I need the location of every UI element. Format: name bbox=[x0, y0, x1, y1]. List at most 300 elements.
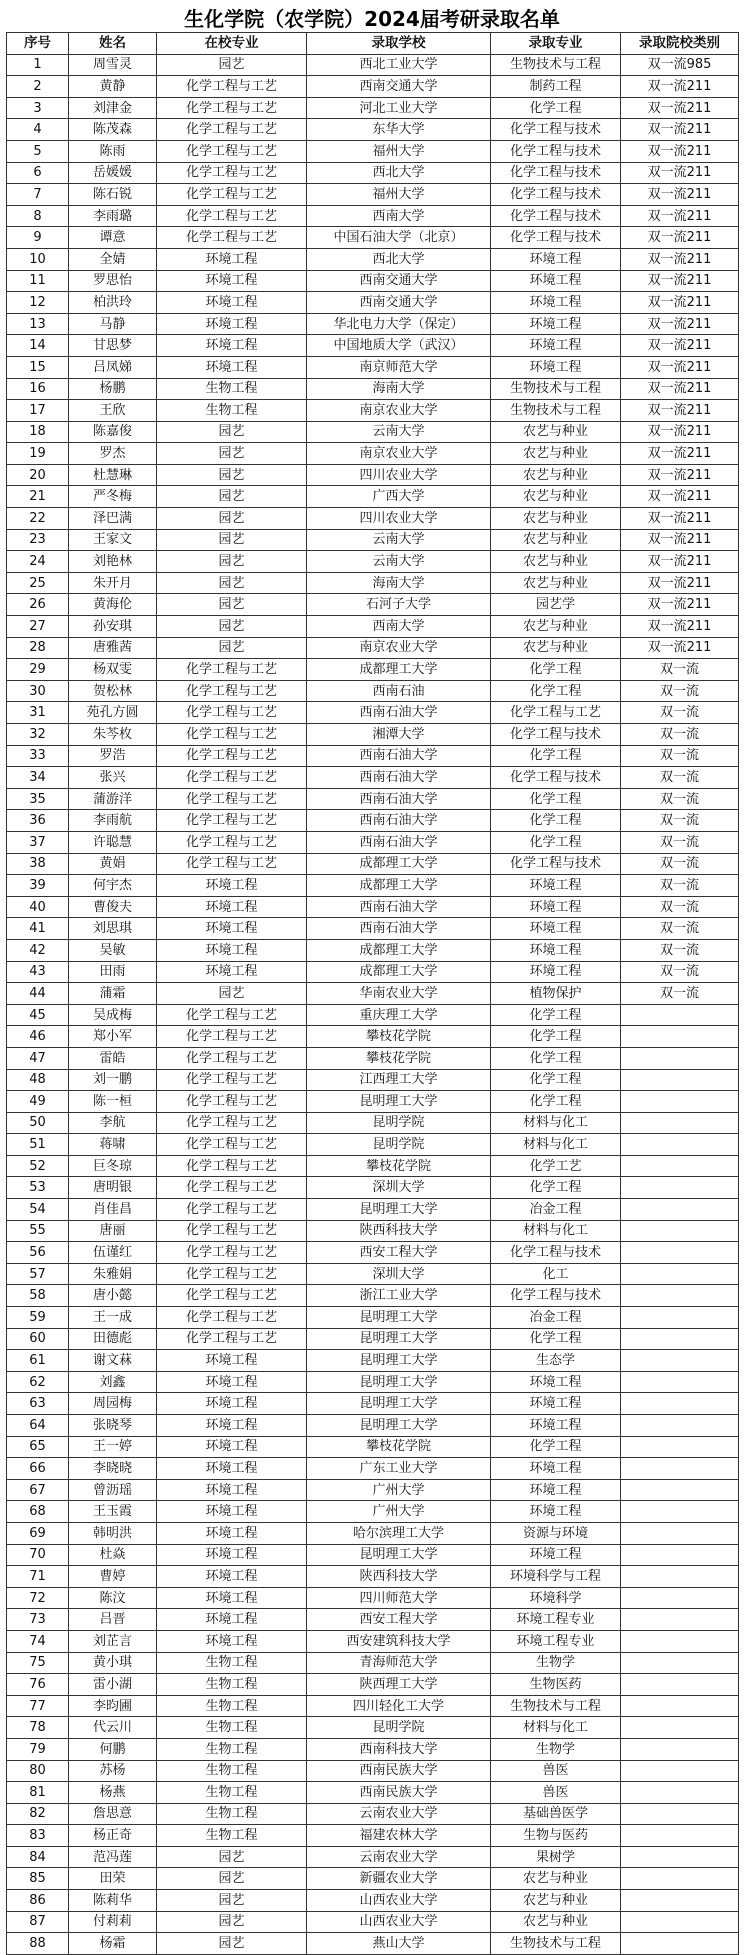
cell-admitted-school: 西南科技大学 bbox=[307, 1738, 491, 1760]
cell-school-category: 双一流211 bbox=[621, 400, 739, 422]
table-row bbox=[7, 1328, 739, 1350]
cell-index: 58 bbox=[7, 1285, 69, 1307]
cell-index: 4 bbox=[7, 119, 69, 141]
cell-admitted-major: 环境工程专业 bbox=[491, 1630, 621, 1652]
cell-name: 唐小懿 bbox=[69, 1285, 157, 1307]
cell-admitted-major: 化学工程 bbox=[491, 1177, 621, 1199]
cell-admitted-major: 农艺与种业 bbox=[491, 443, 621, 465]
cell-school-category: 双一流211 bbox=[621, 421, 739, 443]
cell-admitted-major: 化学工程 bbox=[491, 810, 621, 832]
cell-admitted-school: 西安工程大学 bbox=[307, 1609, 491, 1631]
cell-current-major: 生物工程 bbox=[157, 378, 307, 400]
cell-admitted-major: 环境工程 bbox=[491, 356, 621, 378]
table-row bbox=[7, 853, 739, 875]
cell-name: 蒲游洋 bbox=[69, 788, 157, 810]
cell-current-major: 化学工程与工艺 bbox=[157, 119, 307, 141]
cell-index: 62 bbox=[7, 1371, 69, 1393]
cell-index: 83 bbox=[7, 1825, 69, 1847]
cell-admitted-school: 东华大学 bbox=[307, 119, 491, 141]
cell-admitted-major: 农艺与种业 bbox=[491, 1890, 621, 1912]
cell-name: 严冬梅 bbox=[69, 486, 157, 508]
cell-school-category bbox=[621, 1803, 739, 1825]
cell-index: 34 bbox=[7, 767, 69, 789]
cell-admitted-major: 农艺与种业 bbox=[491, 421, 621, 443]
cell-current-major: 园艺 bbox=[157, 594, 307, 616]
cell-admitted-major: 环境工程 bbox=[491, 335, 621, 357]
cell-current-major: 化学工程与工艺 bbox=[157, 788, 307, 810]
cell-name: 黄小琪 bbox=[69, 1652, 157, 1674]
cell-current-major: 化学工程与工艺 bbox=[157, 1220, 307, 1242]
cell-name: 王一婷 bbox=[69, 1436, 157, 1458]
cell-current-major: 环境工程 bbox=[157, 1609, 307, 1631]
cell-school-category: 双一流211 bbox=[621, 248, 739, 270]
cell-name: 范冯莲 bbox=[69, 1846, 157, 1868]
table-row bbox=[7, 680, 739, 702]
table-row bbox=[7, 1307, 739, 1329]
cell-admitted-major: 农艺与种业 bbox=[491, 486, 621, 508]
cell-index: 44 bbox=[7, 983, 69, 1005]
cell-index: 39 bbox=[7, 875, 69, 897]
cell-school-category: 双一流211 bbox=[621, 97, 739, 119]
cell-admitted-school: 西南石油大学 bbox=[307, 767, 491, 789]
cell-admitted-major: 环境工程 bbox=[491, 270, 621, 292]
cell-school-category: 双一流 bbox=[621, 659, 739, 681]
table-row bbox=[7, 1587, 739, 1609]
cell-school-category: 双一流211 bbox=[621, 378, 739, 400]
table-row bbox=[7, 205, 739, 227]
cell-school-category: 双一流 bbox=[621, 745, 739, 767]
cell-school-category: 双一流211 bbox=[621, 594, 739, 616]
table-row bbox=[7, 1047, 739, 1069]
cell-admitted-major: 化学工程与技术 bbox=[491, 1242, 621, 1264]
cell-admitted-major: 冶金工程 bbox=[491, 1307, 621, 1329]
cell-admitted-major: 制药工程 bbox=[491, 76, 621, 98]
cell-admitted-school: 西南大学 bbox=[307, 205, 491, 227]
cell-school-category: 双一流 bbox=[621, 939, 739, 961]
cell-school-category bbox=[621, 1609, 739, 1631]
cell-current-major: 环境工程 bbox=[157, 356, 307, 378]
table-row bbox=[7, 1803, 739, 1825]
cell-admitted-major: 材料与化工 bbox=[491, 1220, 621, 1242]
header-admitted-school: 录取学校 bbox=[307, 33, 491, 55]
cell-admitted-major: 化学工程与技术 bbox=[491, 140, 621, 162]
cell-name: 朱芩枚 bbox=[69, 724, 157, 746]
cell-admitted-major: 环境科学与工程 bbox=[491, 1566, 621, 1588]
cell-admitted-school: 成都理工大学 bbox=[307, 961, 491, 983]
table-row bbox=[7, 184, 739, 206]
cell-current-major: 化学工程与工艺 bbox=[157, 1134, 307, 1156]
table-row bbox=[7, 335, 739, 357]
cell-admitted-major: 生态学 bbox=[491, 1350, 621, 1372]
cell-name: 谭意 bbox=[69, 227, 157, 249]
cell-school-category: 双一流 bbox=[621, 788, 739, 810]
cell-admitted-major: 农艺与种业 bbox=[491, 616, 621, 638]
cell-current-major: 化学工程与工艺 bbox=[157, 1091, 307, 1113]
cell-school-category: 双一流985 bbox=[621, 54, 739, 76]
table-row bbox=[7, 616, 739, 638]
cell-admitted-major: 化学工程 bbox=[491, 1047, 621, 1069]
cell-name: 唐雅茜 bbox=[69, 637, 157, 659]
cell-name: 泽巴满 bbox=[69, 508, 157, 530]
table-row bbox=[7, 1695, 739, 1717]
cell-school-category bbox=[621, 1911, 739, 1933]
cell-name: 黄娟 bbox=[69, 853, 157, 875]
cell-name: 刘思琪 bbox=[69, 918, 157, 940]
cell-name: 刘一鹏 bbox=[69, 1069, 157, 1091]
cell-current-major: 园艺 bbox=[157, 421, 307, 443]
cell-name: 岳媛媛 bbox=[69, 162, 157, 184]
cell-school-category bbox=[621, 1868, 739, 1890]
table-row bbox=[7, 1415, 739, 1437]
cell-school-category bbox=[621, 1695, 739, 1717]
cell-school-category bbox=[621, 1328, 739, 1350]
cell-admitted-school: 石河子大学 bbox=[307, 594, 491, 616]
cell-admitted-school: 华北电力大学（保定） bbox=[307, 313, 491, 335]
cell-name: 李雨璐 bbox=[69, 205, 157, 227]
cell-admitted-major: 化学工程与技术 bbox=[491, 1285, 621, 1307]
cell-index: 81 bbox=[7, 1782, 69, 1804]
table-row bbox=[7, 1674, 739, 1696]
cell-name: 杨正奇 bbox=[69, 1825, 157, 1847]
table-row bbox=[7, 1760, 739, 1782]
cell-index: 57 bbox=[7, 1263, 69, 1285]
cell-current-major: 化学工程与工艺 bbox=[157, 76, 307, 98]
cell-admitted-school: 南京农业大学 bbox=[307, 400, 491, 422]
cell-admitted-school: 四川轻化工大学 bbox=[307, 1695, 491, 1717]
table-row bbox=[7, 745, 739, 767]
cell-name: 甘思梦 bbox=[69, 335, 157, 357]
cell-index: 49 bbox=[7, 1091, 69, 1113]
cell-admitted-major: 材料与化工 bbox=[491, 1717, 621, 1739]
cell-name: 王玉霞 bbox=[69, 1501, 157, 1523]
cell-admitted-major: 兽医 bbox=[491, 1760, 621, 1782]
cell-index: 53 bbox=[7, 1177, 69, 1199]
cell-school-category bbox=[621, 1544, 739, 1566]
cell-school-category: 双一流 bbox=[621, 853, 739, 875]
cell-index: 30 bbox=[7, 680, 69, 702]
cell-admitted-school: 昆明理工大学 bbox=[307, 1393, 491, 1415]
table-row bbox=[7, 119, 739, 141]
table-body bbox=[7, 54, 739, 1954]
cell-index: 7 bbox=[7, 184, 69, 206]
cell-index: 27 bbox=[7, 616, 69, 638]
cell-current-major: 园艺 bbox=[157, 637, 307, 659]
cell-admitted-school: 深圳大学 bbox=[307, 1263, 491, 1285]
cell-school-category: 双一流211 bbox=[621, 572, 739, 594]
cell-admitted-major: 环境工程 bbox=[491, 292, 621, 314]
cell-current-major: 生物工程 bbox=[157, 1717, 307, 1739]
cell-school-category bbox=[621, 1760, 739, 1782]
cell-admitted-school: 西南石油大学 bbox=[307, 896, 491, 918]
cell-admitted-major: 化学工程 bbox=[491, 659, 621, 681]
cell-school-category bbox=[621, 1436, 739, 1458]
cell-school-category: 双一流211 bbox=[621, 162, 739, 184]
table-row bbox=[7, 1458, 739, 1480]
cell-admitted-school: 西北大学 bbox=[307, 162, 491, 184]
cell-admitted-major: 化学工程 bbox=[491, 1069, 621, 1091]
cell-index: 68 bbox=[7, 1501, 69, 1523]
cell-current-major: 化学工程与工艺 bbox=[157, 1307, 307, 1329]
cell-index: 8 bbox=[7, 205, 69, 227]
cell-index: 75 bbox=[7, 1652, 69, 1674]
cell-school-category: 双一流211 bbox=[621, 356, 739, 378]
table-row bbox=[7, 486, 739, 508]
cell-current-major: 园艺 bbox=[157, 508, 307, 530]
cell-name: 付莉莉 bbox=[69, 1911, 157, 1933]
cell-school-category bbox=[621, 1047, 739, 1069]
cell-index: 17 bbox=[7, 400, 69, 422]
table-row bbox=[7, 1112, 739, 1134]
cell-name: 曹俊夫 bbox=[69, 896, 157, 918]
cell-index: 3 bbox=[7, 97, 69, 119]
cell-current-major: 环境工程 bbox=[157, 1566, 307, 1588]
cell-index: 13 bbox=[7, 313, 69, 335]
cell-admitted-major: 农艺与种业 bbox=[491, 572, 621, 594]
cell-school-category bbox=[621, 1825, 739, 1847]
table-row bbox=[7, 1566, 739, 1588]
cell-admitted-major: 化学工程与技术 bbox=[491, 184, 621, 206]
cell-name: 罗思怡 bbox=[69, 270, 157, 292]
cell-name: 柏洪玲 bbox=[69, 292, 157, 314]
cell-admitted-school: 河北工业大学 bbox=[307, 97, 491, 119]
cell-school-category: 双一流 bbox=[621, 918, 739, 940]
cell-name: 李航 bbox=[69, 1112, 157, 1134]
cell-admitted-major: 环境工程专业 bbox=[491, 1609, 621, 1631]
cell-admitted-major: 化学工程与技术 bbox=[491, 724, 621, 746]
cell-admitted-major: 化学工程与工艺 bbox=[491, 702, 621, 724]
cell-admitted-major: 环境工程 bbox=[491, 1415, 621, 1437]
cell-school-category bbox=[621, 1177, 739, 1199]
cell-index: 66 bbox=[7, 1458, 69, 1480]
cell-index: 54 bbox=[7, 1199, 69, 1221]
cell-admitted-major: 化学工程与技术 bbox=[491, 119, 621, 141]
cell-current-major: 化学工程与工艺 bbox=[157, 1328, 307, 1350]
cell-admitted-school: 攀枝花学院 bbox=[307, 1155, 491, 1177]
cell-index: 33 bbox=[7, 745, 69, 767]
cell-index: 25 bbox=[7, 572, 69, 594]
cell-admitted-school: 陕西科技大学 bbox=[307, 1566, 491, 1588]
cell-name: 田德彪 bbox=[69, 1328, 157, 1350]
table-row bbox=[7, 1868, 739, 1890]
cell-school-category bbox=[621, 1199, 739, 1221]
cell-name: 吴敏 bbox=[69, 939, 157, 961]
cell-index: 22 bbox=[7, 508, 69, 530]
cell-index: 82 bbox=[7, 1803, 69, 1825]
cell-name: 唐明银 bbox=[69, 1177, 157, 1199]
cell-admitted-school: 西南交通大学 bbox=[307, 270, 491, 292]
cell-admitted-major: 环境工程 bbox=[491, 939, 621, 961]
cell-school-category bbox=[621, 1587, 739, 1609]
cell-admitted-school: 燕山大学 bbox=[307, 1933, 491, 1955]
cell-admitted-major: 生物技术与工程 bbox=[491, 1933, 621, 1955]
cell-index: 14 bbox=[7, 335, 69, 357]
cell-index: 15 bbox=[7, 356, 69, 378]
cell-admitted-school: 昆明理工大学 bbox=[307, 1328, 491, 1350]
cell-school-category: 双一流211 bbox=[621, 443, 739, 465]
table-row bbox=[7, 918, 739, 940]
cell-name: 马静 bbox=[69, 313, 157, 335]
cell-index: 43 bbox=[7, 961, 69, 983]
cell-current-major: 生物工程 bbox=[157, 1782, 307, 1804]
cell-school-category: 双一流211 bbox=[621, 227, 739, 249]
cell-admitted-major: 环境工程 bbox=[491, 1544, 621, 1566]
table-row bbox=[7, 594, 739, 616]
cell-index: 72 bbox=[7, 1587, 69, 1609]
table-row bbox=[7, 831, 739, 853]
cell-index: 78 bbox=[7, 1717, 69, 1739]
cell-current-major: 环境工程 bbox=[157, 1479, 307, 1501]
cell-school-category bbox=[621, 1371, 739, 1393]
cell-admitted-major: 资源与环境 bbox=[491, 1522, 621, 1544]
table-row bbox=[7, 1371, 739, 1393]
cell-current-major: 环境工程 bbox=[157, 1630, 307, 1652]
cell-admitted-school: 昆明学院 bbox=[307, 1112, 491, 1134]
table-row bbox=[7, 961, 739, 983]
table-row bbox=[7, 1134, 739, 1156]
cell-school-category bbox=[621, 1004, 739, 1026]
table-row bbox=[7, 875, 739, 897]
cell-index: 42 bbox=[7, 939, 69, 961]
cell-admitted-school: 广州大学 bbox=[307, 1501, 491, 1523]
cell-current-major: 化学工程与工艺 bbox=[157, 1285, 307, 1307]
cell-school-category: 双一流211 bbox=[621, 184, 739, 206]
cell-school-category: 双一流211 bbox=[621, 270, 739, 292]
cell-admitted-school: 昆明理工大学 bbox=[307, 1307, 491, 1329]
cell-current-major: 化学工程与工艺 bbox=[157, 659, 307, 681]
cell-school-category bbox=[621, 1393, 739, 1415]
cell-admitted-major: 环境工程 bbox=[491, 961, 621, 983]
cell-school-category: 双一流211 bbox=[621, 508, 739, 530]
cell-admitted-major: 环境工程 bbox=[491, 1501, 621, 1523]
cell-school-category: 双一流 bbox=[621, 831, 739, 853]
cell-current-major: 化学工程与工艺 bbox=[157, 745, 307, 767]
cell-name: 许聪慧 bbox=[69, 831, 157, 853]
cell-name: 王一成 bbox=[69, 1307, 157, 1329]
cell-current-major: 化学工程与工艺 bbox=[157, 702, 307, 724]
cell-admitted-major: 化学工程 bbox=[491, 1026, 621, 1048]
cell-admitted-school: 福建农林大学 bbox=[307, 1825, 491, 1847]
cell-current-major: 环境工程 bbox=[157, 1544, 307, 1566]
cell-admitted-major: 基础兽医学 bbox=[491, 1803, 621, 1825]
cell-index: 51 bbox=[7, 1134, 69, 1156]
cell-name: 黄静 bbox=[69, 76, 157, 98]
cell-school-category: 双一流211 bbox=[621, 205, 739, 227]
cell-name: 朱开月 bbox=[69, 572, 157, 594]
cell-admitted-school: 浙江工业大学 bbox=[307, 1285, 491, 1307]
admission-table bbox=[6, 32, 739, 1955]
cell-admitted-school: 成都理工大学 bbox=[307, 875, 491, 897]
table-row bbox=[7, 443, 739, 465]
cell-name: 伍谨红 bbox=[69, 1242, 157, 1264]
cell-current-major: 生物工程 bbox=[157, 1803, 307, 1825]
table-row bbox=[7, 1220, 739, 1242]
table-row bbox=[7, 1609, 739, 1631]
cell-admitted-school: 西北大学 bbox=[307, 248, 491, 270]
cell-admitted-school: 海南大学 bbox=[307, 378, 491, 400]
cell-admitted-major: 农艺与种业 bbox=[491, 637, 621, 659]
cell-school-category: 双一流211 bbox=[621, 637, 739, 659]
cell-admitted-major: 化学工程 bbox=[491, 1436, 621, 1458]
cell-index: 48 bbox=[7, 1069, 69, 1091]
cell-school-category: 双一流211 bbox=[621, 529, 739, 551]
cell-admitted-school: 昆明学院 bbox=[307, 1134, 491, 1156]
cell-admitted-major: 生物医药 bbox=[491, 1674, 621, 1696]
table-row bbox=[7, 1911, 739, 1933]
cell-current-major: 化学工程与工艺 bbox=[157, 680, 307, 702]
cell-current-major: 园艺 bbox=[157, 983, 307, 1005]
table-row bbox=[7, 551, 739, 573]
cell-school-category bbox=[621, 1630, 739, 1652]
cell-admitted-major: 化学工程 bbox=[491, 1091, 621, 1113]
cell-current-major: 园艺 bbox=[157, 443, 307, 465]
cell-admitted-major: 农艺与种业 bbox=[491, 464, 621, 486]
cell-current-major: 环境工程 bbox=[157, 1393, 307, 1415]
cell-school-category: 双一流211 bbox=[621, 486, 739, 508]
cell-school-category bbox=[621, 1846, 739, 1868]
cell-index: 65 bbox=[7, 1436, 69, 1458]
table-row bbox=[7, 529, 739, 551]
cell-admitted-major: 化学工程 bbox=[491, 1328, 621, 1350]
cell-school-category: 双一流 bbox=[621, 875, 739, 897]
cell-name: 曹婷 bbox=[69, 1566, 157, 1588]
cell-admitted-major: 生物学 bbox=[491, 1738, 621, 1760]
cell-current-major: 环境工程 bbox=[157, 939, 307, 961]
cell-current-major: 园艺 bbox=[157, 1868, 307, 1890]
cell-current-major: 园艺 bbox=[157, 1911, 307, 1933]
cell-admitted-major: 农艺与种业 bbox=[491, 508, 621, 530]
cell-school-category bbox=[621, 1285, 739, 1307]
cell-current-major: 环境工程 bbox=[157, 1350, 307, 1372]
cell-current-major: 生物工程 bbox=[157, 400, 307, 422]
table-row bbox=[7, 400, 739, 422]
cell-name: 田荣 bbox=[69, 1868, 157, 1890]
cell-name: 张晓琴 bbox=[69, 1415, 157, 1437]
table-header bbox=[7, 33, 739, 55]
cell-school-category bbox=[621, 1220, 739, 1242]
table-row bbox=[7, 767, 739, 789]
cell-admitted-major: 环境工程 bbox=[491, 875, 621, 897]
cell-admitted-school: 哈尔滨理工大学 bbox=[307, 1522, 491, 1544]
cell-index: 32 bbox=[7, 724, 69, 746]
cell-admitted-major: 农艺与种业 bbox=[491, 551, 621, 573]
cell-name: 张兴 bbox=[69, 767, 157, 789]
cell-school-category: 双一流 bbox=[621, 767, 739, 789]
table-row bbox=[7, 248, 739, 270]
cell-name: 吕晋 bbox=[69, 1609, 157, 1631]
cell-school-category bbox=[621, 1091, 739, 1113]
cell-admitted-school: 广东工业大学 bbox=[307, 1458, 491, 1480]
cell-name: 杜慧琳 bbox=[69, 464, 157, 486]
cell-current-major: 化学工程与工艺 bbox=[157, 1026, 307, 1048]
cell-name: 周园梅 bbox=[69, 1393, 157, 1415]
cell-admitted-school: 南京农业大学 bbox=[307, 443, 491, 465]
cell-school-category: 双一流211 bbox=[621, 616, 739, 638]
cell-index: 45 bbox=[7, 1004, 69, 1026]
cell-name: 陈莉华 bbox=[69, 1890, 157, 1912]
cell-current-major: 化学工程与工艺 bbox=[157, 1263, 307, 1285]
cell-name: 王欣 bbox=[69, 400, 157, 422]
cell-admitted-school: 陕西科技大学 bbox=[307, 1220, 491, 1242]
cell-current-major: 化学工程与工艺 bbox=[157, 831, 307, 853]
cell-name: 李晓晓 bbox=[69, 1458, 157, 1480]
cell-index: 47 bbox=[7, 1047, 69, 1069]
cell-admitted-major: 化工 bbox=[491, 1263, 621, 1285]
cell-current-major: 环境工程 bbox=[157, 1587, 307, 1609]
cell-current-major: 环境工程 bbox=[157, 918, 307, 940]
table-row bbox=[7, 1004, 739, 1026]
cell-name: 肖佳昌 bbox=[69, 1199, 157, 1221]
cell-index: 55 bbox=[7, 1220, 69, 1242]
